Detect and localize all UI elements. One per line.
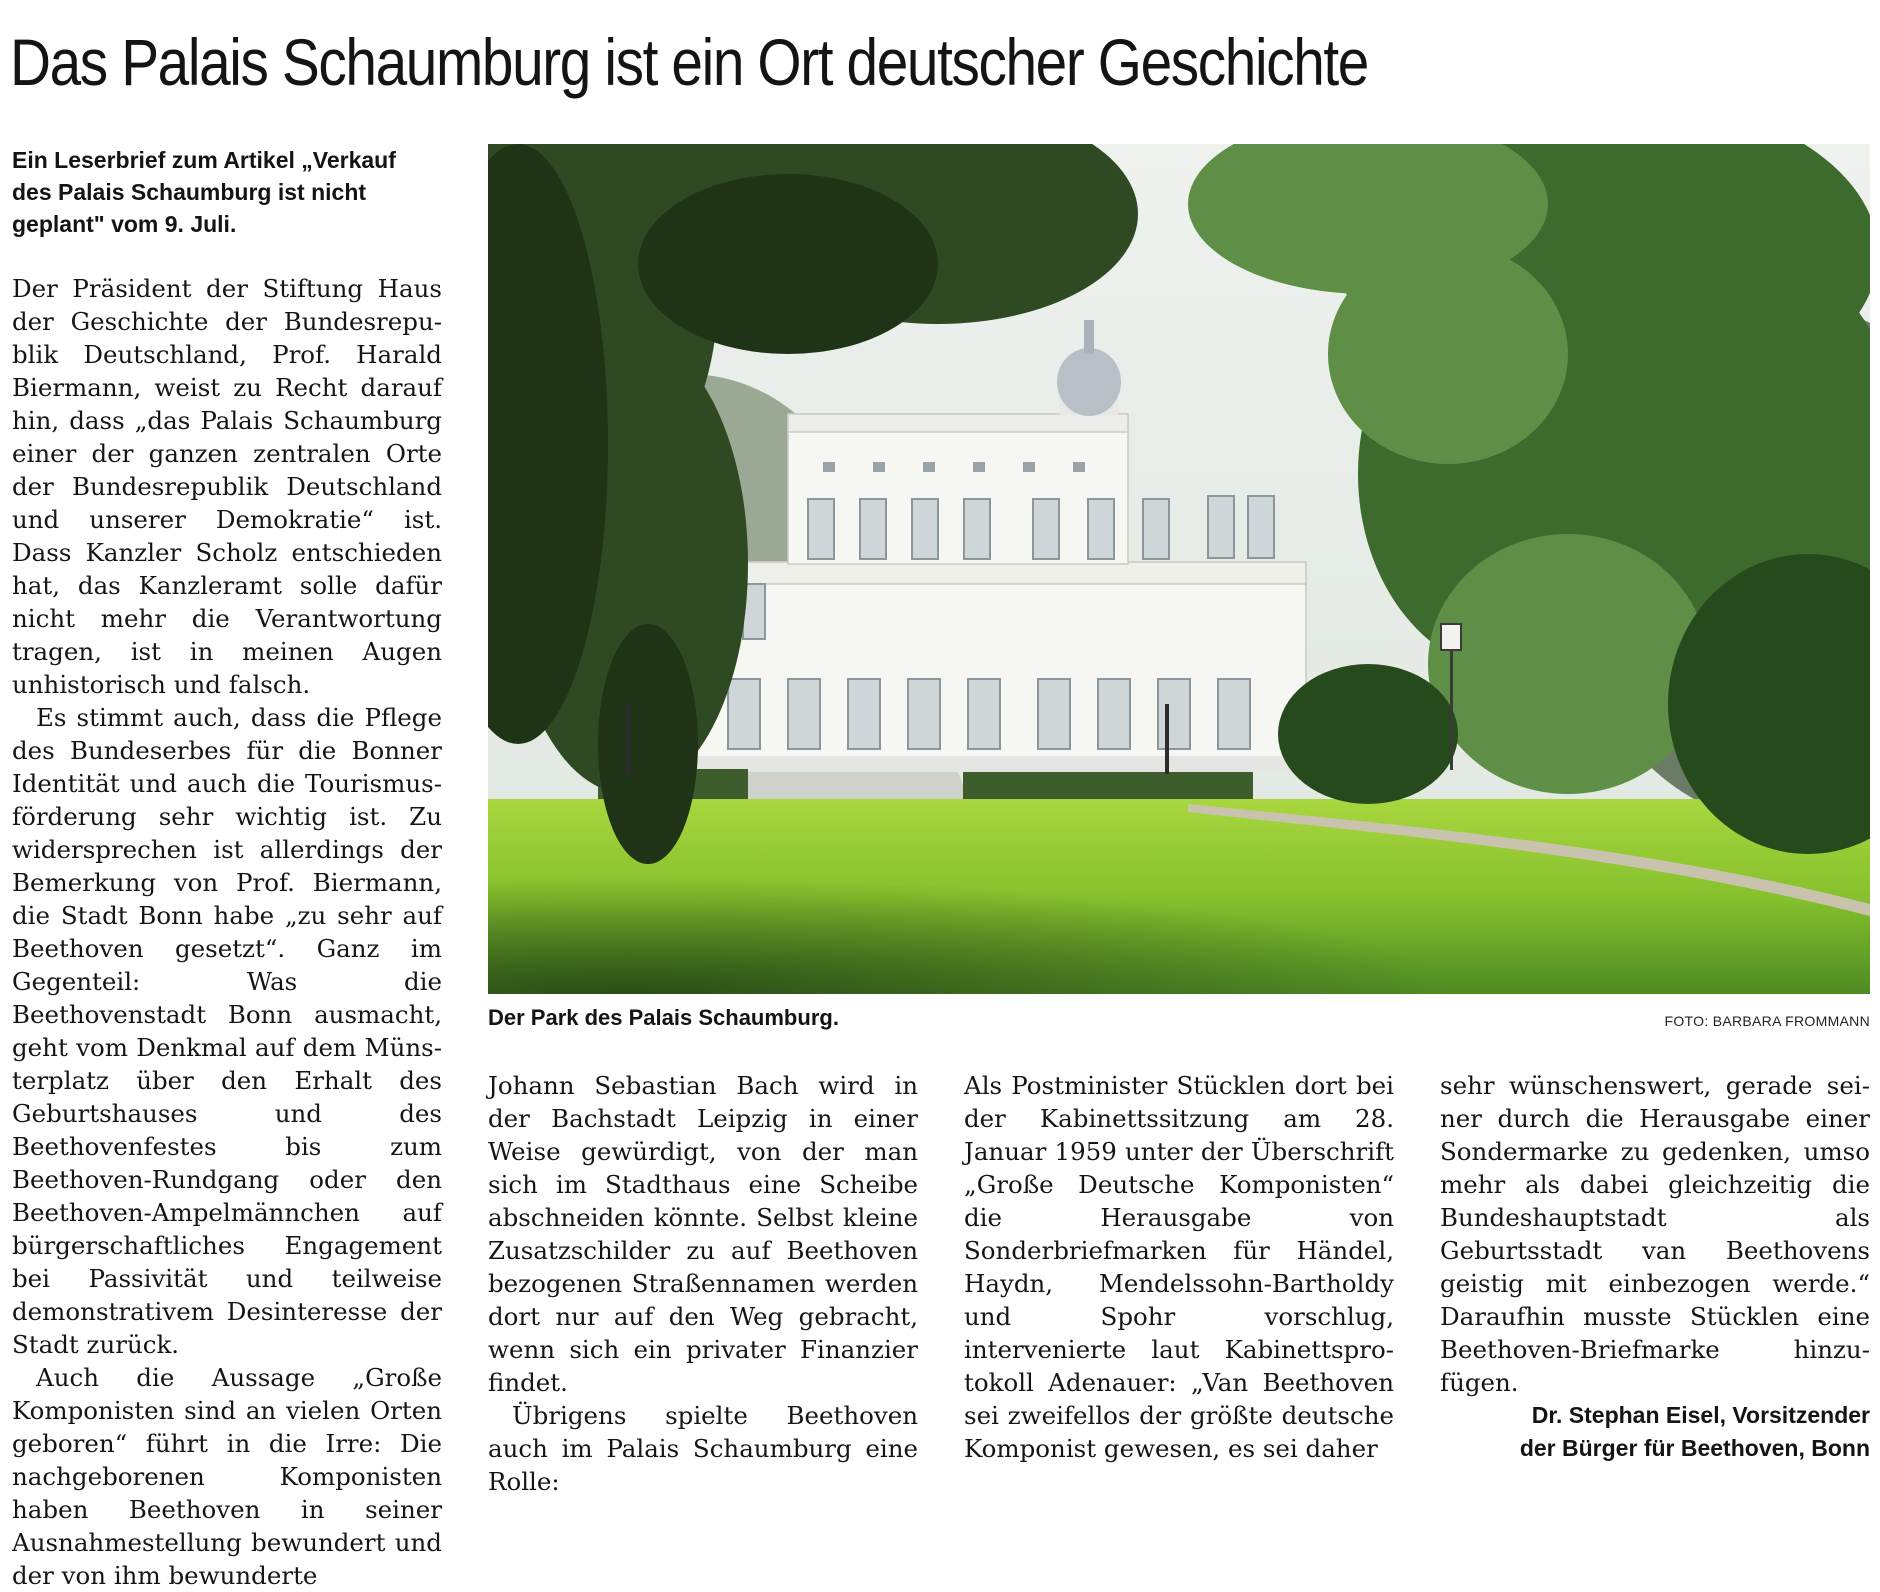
photo-credit: FOTO: BARBARA FROMMANN: [1664, 1013, 1870, 1029]
signature-line: der Bürger für Beethoven, Bonn: [1519, 1435, 1870, 1461]
text-column-3: [964, 1069, 1394, 1465]
paragraph: Auch die Aussage „Große Komponisten sind an vielen Orten geboren“ führt in die Irre: Die nachgeborenen Komponisten haben Beethoven in seiner Ausnahmestellung bewundert und der von ihm bewunderte: [12, 1363, 442, 1590]
text-column-2: [488, 1069, 918, 1498]
paragraph: sehr wünschenswert, gerade seiner durch die Herausgabe einer Sondermarke zu gedenken, umso mehr als dabei gleichzeitig die Bundeshauptstadt als Geburtsstadt van Beethovens geistig mit einbezogen werde.“ Daraufhin musste Stücklen eine Beethoven-Briefmarke hinzufügen.: [1440, 1071, 1870, 1397]
photo-caption: Der Park des Palais Schaumburg.: [488, 1005, 839, 1030]
palais-schaumburg-photo: [488, 144, 1870, 994]
signature-line: Dr. Stephan Eisel, Vorsitzender: [1531, 1402, 1870, 1428]
article-intro: Ein Leserbrief zum Artikel „Verkauf des Palais Schaumburg ist nicht geplant" vom 9. Juli.: [12, 147, 396, 237]
article-headline: Das Palais Schaumburg ist ein Ort deutscher Geschichte: [10, 25, 1368, 99]
paragraph: Übrigens spielte Beethoven auch im Palais Schaumburg eine Rolle:: [488, 1401, 918, 1496]
text-column-1: [12, 272, 442, 1592]
text-column-4: [1440, 1069, 1870, 1465]
paragraph: Es stimmt auch, dass die Pflege des Bundeserbes für die Bonner Identität und auch die Tourismusförderung sehr wichtig ist. Zu widersprechen ist allerdings der Bemerkung von Prof. Biermann, die Stadt Bonn habe „zu sehr auf Beethoven gesetzt“. Ganz im Gegenteil: Was die Beethovenstadt Bonn ausmacht, geht vom Denkmal auf dem Münsterplatz über den Erhalt des Geburtshauses und des Beethovenfestes bis zum Beethoven-Rundgang oder den Beethoven-Ampelmännchen auf bürgerschaftliches Engagement bei Passivität und teilweise demonstrativem Desinteresse der Stadt zurück.: [12, 703, 442, 1359]
author-signature: [1440, 1399, 1870, 1465]
paragraph: Johann Sebastian Bach wird in der Bachstadt Leipzig in einer Weise gewürdigt, von der man sich im Stadthaus eine Scheibe abschneiden könnte. Selbst kleine Zusatzschilder zu auf Beethoven bezogenen Straßennamen werden dort nur auf den Weg gebracht, wenn sich ein privater Finanzier findet.: [488, 1071, 918, 1397]
paragraph: Der Präsident der Stiftung Haus der Geschichte der Bundesrepublik Deutschland, Prof. Harald Biermann, weist zu Recht darauf hin, dass „das Palais Schaumburg einer der ganzen zentralen Orte der Bundesrepublik Deutschland und unserer Demokratie“ ist. Dass Kanzler Scholz entschieden hat, das Kanzleramt solle dafür nicht mehr die Verantwortung tragen, ist in meinen Augen unhistorisch und falsch.: [12, 274, 442, 699]
paragraph: Als Postminister Stücklen dort bei der Kabinettssitzung am 28. Januar 1959 unter der Überschrift „Große Deutsche Komponisten“ die Herausgabe von Sonderbriefmarken für Händel, Haydn, Mendelssohn-Bartholdy und Spohr vorschlug, intervenierte laut Kabinettsprotokoll Adenauer: „Van Beethoven sei zweifellos der größte deutsche Komponist gewesen, es sei daher: [964, 1071, 1394, 1463]
